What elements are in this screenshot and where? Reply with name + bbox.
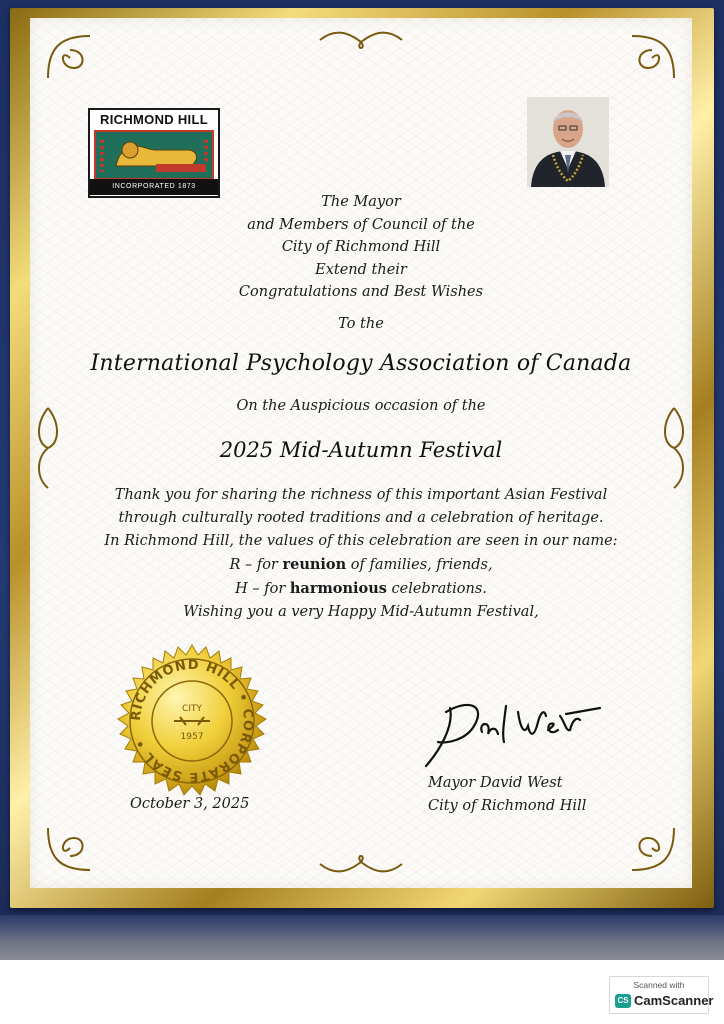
richmond-hill-logo: [88, 108, 220, 198]
message-body: [30, 484, 692, 624]
message-line: In Richmond Hill, the values of this celebration are seen in our name:: [104, 533, 618, 549]
occasion-line: On the Auspicious occasion of the: [236, 398, 486, 414]
scanned-with-caption: Scanned with: [633, 980, 685, 990]
certificate-paper: [30, 18, 692, 888]
greeting-line: The Mayor: [321, 194, 401, 210]
greeting-line: Congratulations and Best Wishes: [238, 284, 484, 300]
camscanner-logo-icon: CS: [615, 994, 631, 1008]
mayor-name: Mayor David West: [428, 775, 563, 791]
message-line: Wishing you a very Happy Mid-Autumn Festival,: [183, 604, 539, 620]
mayor-portrait: [527, 97, 609, 187]
message-line-r: [30, 553, 692, 577]
message-line-h: [30, 577, 692, 601]
mayor-greeting: [30, 191, 692, 304]
portrait-image: [527, 97, 609, 187]
reunion-word: reunion: [282, 556, 347, 573]
logo-crest: [94, 130, 214, 180]
greeting-line: City of Richmond Hill: [281, 239, 441, 255]
to-the-line: To the: [338, 316, 384, 332]
logo-incorporated: INCORPORATED 1873: [90, 179, 218, 195]
message-line: Thank you for sharing the richness of this important Asian Festival: [114, 487, 608, 503]
message-line: through culturally rooted traditions and a celebration of heritage.: [118, 510, 604, 526]
certificate-date: October 3, 2025: [130, 796, 250, 812]
camscanner-name: CamScanner: [634, 993, 714, 1008]
harmonious-word: harmonious: [289, 580, 387, 597]
greeting-line: and Members of Council of the: [247, 216, 475, 233]
corporate-seal: [114, 643, 270, 799]
table-surface: [0, 915, 724, 960]
logo-title: RICHMOND HILL: [100, 112, 208, 127]
greeting-line: Extend their: [315, 261, 407, 278]
mayor-signature: [420, 686, 610, 776]
r-prefix: R – for: [229, 557, 283, 573]
mayor-city: City of Richmond Hill: [428, 798, 587, 814]
seal-city: CITY: [182, 704, 202, 714]
r-suffix: of families, friends,: [346, 557, 493, 573]
camscanner-badge: [609, 976, 714, 1014]
festival-title: 2025 Mid-Autumn Festival: [219, 438, 503, 462]
h-prefix: H – for: [235, 581, 290, 597]
h-suffix: celebrations.: [386, 581, 487, 597]
lion-icon: [96, 132, 212, 178]
seal-year: 1957: [180, 732, 204, 742]
mayor-signature-block: [428, 772, 586, 818]
seal-ring-text: RICHMOND HILL • CORPORATE SEAL •: [128, 657, 256, 785]
organization-name: International Psychology Association of Canada: [90, 351, 632, 376]
